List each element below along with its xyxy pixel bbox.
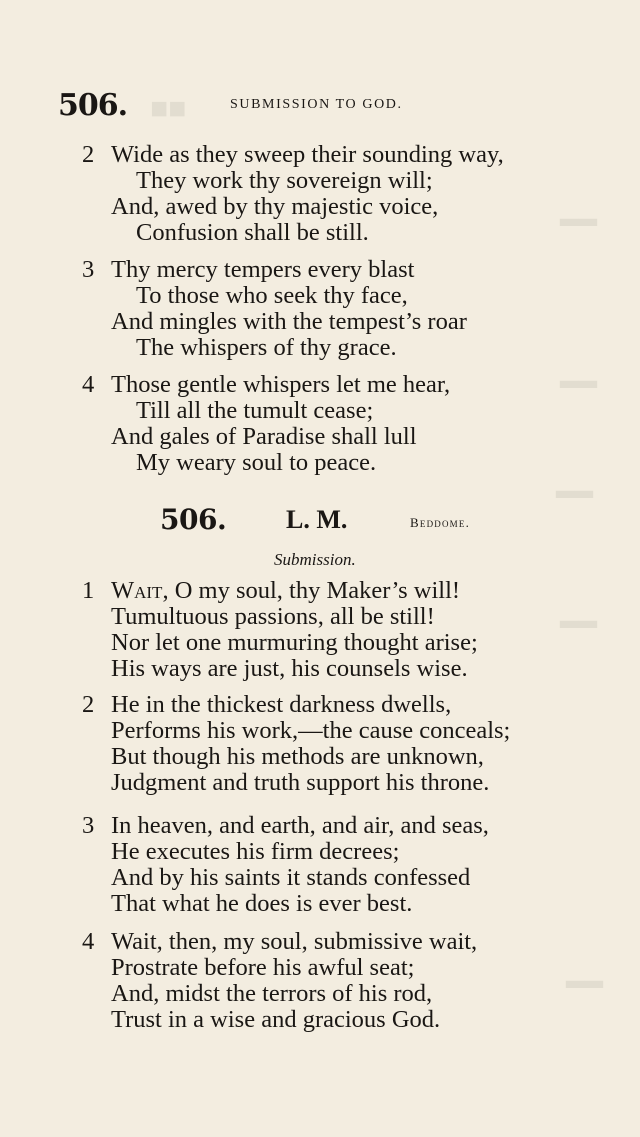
stanza-line: Wait, then, my soul, submissive wait,	[111, 928, 478, 955]
stanza-line: Tumultuous passions, all be still!	[111, 603, 435, 630]
stanza-line: The whispers of thy grace.	[136, 334, 397, 361]
stanza-number: 4	[82, 371, 95, 398]
stanza-line: And, midst the terrors of his rod,	[111, 980, 433, 1007]
stanza-line: My weary soul to peace.	[136, 449, 377, 476]
stanza-line: Confusion shall be still.	[136, 219, 369, 246]
stanza-number: 1	[82, 577, 95, 604]
stanza-line	[111, 578, 478, 604]
stanza-line: Thy mercy tempers every blast	[111, 256, 415, 283]
stanza-line: And mingles with the tempest’s roar	[111, 308, 467, 335]
stanza-line: Those gentle whispers let me hear,	[111, 371, 451, 398]
stanza-number: 3	[82, 812, 95, 839]
stanza-line: Judgment and truth support his throne.	[111, 769, 490, 796]
prev-stanza-4	[82, 372, 450, 476]
bleed-through-mark: ▂▂	[556, 472, 593, 498]
hymn-stanza-3	[82, 813, 489, 917]
stanza-line: And by his saints it stands confessed	[111, 864, 471, 891]
hymn-author: Beddome.	[410, 515, 471, 530]
stanza-line: They work thy sovereign will;	[136, 167, 433, 194]
stanza-number: 2	[82, 691, 95, 718]
stanza-line: And, awed by thy majestic voice,	[111, 193, 439, 220]
bleed-through-mark: ▂▂	[566, 962, 603, 988]
stanza-line: Trust in a wise and gracious God.	[111, 1006, 441, 1033]
stanza-number: 3	[82, 256, 95, 283]
hymn-title: Submission.	[274, 550, 356, 569]
bleed-through-mark: ▂▂	[560, 362, 597, 388]
prev-stanza-3	[82, 257, 467, 361]
hymn-stanza-2	[82, 692, 510, 796]
stanza-line: That what he does is ever best.	[111, 890, 413, 917]
stanza-line: Prostrate before his awful seat;	[111, 954, 415, 981]
bleed-through-mark: ■■	[150, 92, 187, 125]
first-word: Wait,	[111, 577, 169, 604]
first-line-rest: O my soul, thy Maker’s will!	[168, 577, 461, 604]
stanza-line: In heaven, and earth, and air, and seas,	[111, 812, 489, 839]
hymn-stanza-4	[82, 929, 477, 1033]
running-head: SUBMISSION TO GOD.	[230, 97, 403, 112]
stanza-line: Nor let one murmuring thought arise;	[111, 629, 478, 656]
prev-stanza-2	[82, 142, 504, 246]
stanza-line: He in the thickest darkness dwells,	[111, 691, 452, 718]
stanza-line: His ways are just, his counsels wise.	[111, 655, 468, 682]
hymn-number: 506.	[160, 503, 227, 536]
stanza-line: He executes his firm decrees;	[111, 838, 400, 865]
stanza-line: And gales of Paradise shall lull	[111, 423, 417, 450]
stanza-number: 4	[82, 928, 95, 955]
page-header	[58, 88, 598, 128]
hymn-stanza-1	[82, 578, 478, 682]
page-number: 506.	[58, 88, 128, 123]
stanza-line: Wide as they sweep their sounding way,	[111, 141, 504, 168]
hymn-meter: L. M.	[286, 505, 348, 534]
stanza-line: Till all the tumult cease;	[136, 397, 374, 424]
stanza-line: To those who seek thy face,	[136, 282, 408, 309]
stanza-line: Performs his work,—the cause conceals;	[111, 717, 511, 744]
stanza-number: 2	[82, 141, 95, 168]
stanza-line: But though his methods are unknown,	[111, 743, 484, 770]
hymn-heading	[0, 503, 640, 543]
bleed-through-mark: ▂▂	[560, 200, 597, 226]
bleed-through-mark: ▂▂	[560, 602, 597, 628]
